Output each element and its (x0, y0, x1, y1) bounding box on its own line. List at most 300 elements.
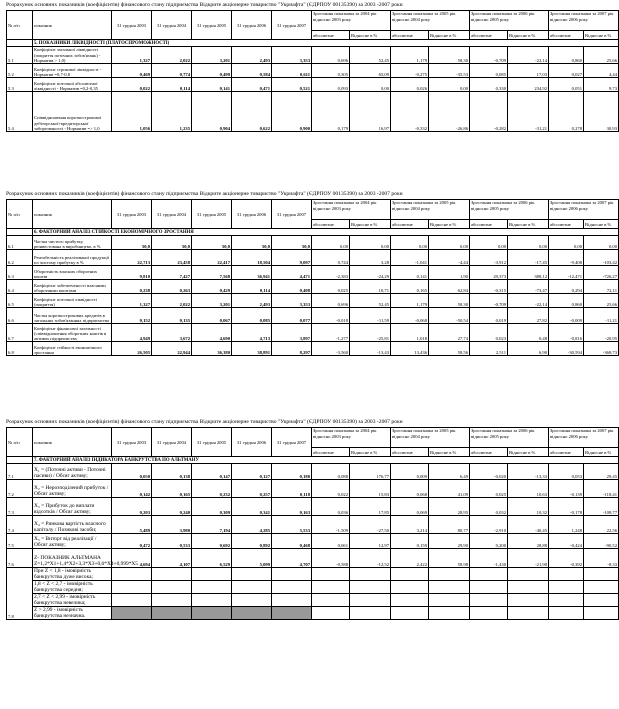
growth-value: -0,709 (470, 294, 508, 308)
empty-cell (232, 594, 272, 607)
row-number: 7.6 (7, 549, 33, 568)
row-indicator-name: Співвідношення короткострокової дебіторської+кредиторської заборгованості - Норматив => 1,0 (33, 92, 112, 132)
header-year: 31 грудня 2007 (272, 11, 312, 40)
header-absolute: абсолютне (549, 220, 584, 229)
growth-value: -17,45 (508, 250, 549, 266)
year-value: 36,380 (192, 342, 232, 356)
growth-value: 0,159 (391, 534, 429, 549)
table-row (7, 516, 619, 534)
header-absolute: абсолютне (312, 220, 350, 229)
growth-value: 22,56 (584, 516, 619, 534)
table-row (7, 324, 619, 342)
year-value: 0,165 (152, 480, 192, 498)
growth-value: 0,330 (470, 78, 508, 92)
year-value: 0,521 (272, 78, 312, 92)
year-value: 0,067 (192, 308, 232, 324)
year-value: 0,135 (152, 308, 192, 324)
row-indicator-name: Частка чистого прибутку, реінвестована в виробництво, в % (33, 236, 112, 250)
growth-value: 0,088 (312, 464, 350, 480)
header-relative: Відносне в % (584, 31, 619, 40)
growth-value: 6,49 (429, 464, 470, 480)
table-row (7, 92, 619, 132)
year-value: 18,504 (232, 250, 272, 266)
growth-value: -1,430 (470, 549, 508, 568)
section-altman (6, 419, 617, 620)
growth-value: 2,511 (470, 342, 508, 356)
empty-cell (429, 607, 470, 620)
year-value: 5,533 (272, 516, 312, 534)
growth-value: 29,45 (584, 464, 619, 480)
growth-value: -0,588 (312, 549, 350, 568)
empty-cell (232, 568, 272, 581)
section-caption: Розрахунок основних показників (коефіцієнтів) фінансового стану підприємства Відкрите акціонерне товариство "Укрнафта" (ЄДРПОУ 00135390) за 2003 -2007 роки (6, 191, 403, 197)
year-value: 0,085 (232, 308, 272, 324)
year-value: 0,611 (272, 64, 312, 78)
growth-value: 0,00 (584, 236, 619, 250)
year-value: 0,077 (272, 308, 312, 324)
year-value: 36,941 (232, 266, 272, 280)
year-value: 22,944 (152, 342, 192, 356)
empty-cell (152, 607, 192, 620)
growth-value: 0,051 (549, 78, 584, 92)
growth-value: 25,66 (584, 47, 619, 64)
table-row (7, 250, 619, 266)
growth-value: 28,88 (508, 534, 549, 549)
header-year: 31 грудня 2006 (232, 11, 272, 40)
empty-cell (508, 607, 549, 620)
row-indicator-name: Коефіцієнт строкової ліквідності - Норматив =0,7-0,8 (33, 64, 112, 78)
row-number: 7.4 (7, 516, 33, 534)
table-row (7, 342, 619, 356)
year-value: 22,713 (112, 250, 152, 266)
header-relative: Відносне в % (350, 448, 391, 457)
growth-value: -30,594 (549, 342, 584, 356)
year-value: 4,690 (192, 324, 232, 342)
empty-cell (192, 607, 232, 620)
empty-cell (232, 581, 272, 594)
growth-value: 0,032 (470, 498, 508, 516)
header-absolute: абсолютне (312, 31, 350, 40)
header-no: № п/п (7, 11, 33, 40)
growth-value: -26,86 (429, 92, 470, 132)
growth-value: 234,92 (508, 78, 549, 92)
empty-cell (272, 581, 312, 594)
growth-value: 1,179 (391, 47, 429, 64)
section-growth-stability (6, 191, 617, 356)
header-growth: Зростання показника за 2005 рік відносно 2004 року (391, 200, 470, 220)
header-indicator: показник (33, 200, 112, 229)
year-value: 0,622 (232, 92, 272, 132)
row-indicator-name: Коефіцієнт забезпеченості власними оборотними коштами (33, 280, 112, 294)
year-value: 0,468 (272, 534, 312, 549)
header-indicator: показник (33, 11, 112, 40)
growth-value: -0,009 (549, 308, 584, 324)
empty-cell (112, 607, 152, 620)
year-value: 5,099 (232, 549, 272, 568)
year-value: 22,417 (192, 250, 232, 266)
header-absolute: абсолютне (312, 448, 350, 457)
year-value: 3,201 (192, 294, 232, 308)
table-row (7, 78, 619, 92)
header-year: 31 грудня 2003 (112, 428, 152, 457)
growth-value: -0,018 (312, 308, 350, 324)
row-number: 6.7 (7, 324, 33, 342)
row-number: 5.1 (7, 47, 33, 64)
section-title: 6. ФАКТОРНИЙ АНАЛІЗ СТІЙКОСТІ ЕКОНОМІЧНОГО ЗРОСТАННЯ (33, 229, 619, 236)
altman-note: 1,8 < Z < 2,7 - імовірність банкрутства середня; (33, 581, 112, 594)
growth-value: 0,305 (312, 64, 350, 78)
header-relative: Відносне в % (350, 31, 391, 40)
header-year: 31 грудня 2004 (152, 428, 192, 457)
section-title-row (7, 229, 619, 236)
growth-value: -3,560 (312, 342, 350, 356)
growth-value: -22,14 (508, 47, 549, 64)
growth-value: 0,093 (312, 78, 350, 92)
growth-value: 0,00 (350, 78, 391, 92)
empty-cell (192, 594, 232, 607)
year-value: 4,107 (152, 549, 192, 568)
growth-value: 0,00 (470, 236, 508, 250)
growth-value: 15,83 (350, 480, 391, 498)
growth-value: -0,020 (470, 464, 508, 480)
growth-value: -20,95 (584, 324, 619, 342)
growth-value: 27,82 (508, 308, 549, 324)
year-value: 0,147 (192, 464, 232, 480)
growth-value: -31,21 (508, 92, 549, 132)
year-value: 7,427 (152, 266, 192, 280)
header-absolute: абсолютне (549, 31, 584, 40)
growth-value: -2,383 (312, 266, 350, 280)
growth-value: 388,12 (508, 266, 549, 280)
year-value: 0,114 (152, 78, 192, 92)
growth-value: 0,860 (549, 47, 584, 64)
header-year: 31 грудня 2007 (272, 428, 312, 457)
growth-value: 0,019 (470, 308, 508, 324)
empty-cell (470, 607, 508, 620)
growth-value: 3,28 (350, 250, 391, 266)
growth-value: -21,90 (508, 549, 549, 568)
growth-value: 1,248 (549, 516, 584, 534)
header-row (7, 200, 619, 220)
empty-cell (312, 594, 350, 607)
growth-value: 0,009 (391, 464, 429, 480)
growth-value: -0,424 (549, 534, 584, 549)
year-value: 4,713 (232, 324, 272, 342)
row-indicator-name: X₅ = Виторг від реалізації / Обсяг активу; (33, 534, 112, 549)
header-relative: Відносне в % (429, 31, 470, 40)
empty-cell (350, 607, 391, 620)
header-relative: Відносне в % (350, 220, 391, 229)
growth-value: -8,33 (584, 549, 619, 568)
header-growth: Зростання показника за 2004 рік відносно 2003 року (312, 428, 391, 448)
row-number: 6.6 (7, 308, 33, 324)
growth-value: 1,018 (391, 324, 429, 342)
year-value: 6,529 (192, 549, 232, 568)
year-value: 0,257 (232, 480, 272, 498)
year-value: 0,408 (272, 280, 312, 294)
header-growth: Зростання показника за 2005 рік відносно 2004 року (391, 428, 470, 448)
row-indicator-name: Коефіцієнт поточної абсолютної ліквідності - Норматив =0,2-0,35 (33, 78, 112, 92)
year-value: 0,203 (112, 498, 152, 516)
empty-cell (391, 607, 429, 620)
year-value: 0,180 (272, 464, 312, 480)
year-value: 1,056 (112, 92, 152, 132)
row-number: 7.3 (7, 498, 33, 516)
growth-value: 3,214 (391, 516, 429, 534)
growth-value: 10,32 (508, 498, 549, 516)
empty-cell (429, 568, 470, 581)
year-value: 0,142 (112, 480, 152, 498)
growth-value: -726,27 (584, 266, 619, 280)
growth-value: -27,50 (350, 516, 391, 534)
growth-value: 52,45 (350, 47, 391, 64)
growth-value: -2,910 (470, 516, 508, 534)
empty-cell (584, 568, 619, 581)
header-absolute: абсолютне (391, 220, 429, 229)
growth-value: 1,179 (391, 294, 429, 308)
header-relative: Відносне в % (429, 220, 470, 229)
growth-value: 58,30 (429, 294, 470, 308)
header-growth: Зростання показника за 2007 рік відносно 2006 року (549, 200, 619, 220)
growth-value: 65,09 (350, 64, 391, 78)
growth-value: 0,00 (312, 236, 350, 250)
growth-value: -0,709 (470, 47, 508, 64)
growth-value: 4,44 (584, 64, 619, 78)
empty-cell (272, 594, 312, 607)
empty-cell (112, 594, 152, 607)
empty-cell (350, 581, 391, 594)
year-value: 50,0 (152, 236, 192, 250)
growth-value: 25,66 (584, 294, 619, 308)
growth-value: -9,408 (549, 250, 584, 266)
year-value: 3,201 (192, 47, 232, 64)
growth-value: 0,294 (549, 280, 584, 294)
row-indicator-name: Коефіцієнт стійкості економічного зростання (33, 342, 112, 356)
year-value: 7,194 (192, 516, 232, 534)
empty-cell (272, 568, 312, 581)
year-value: 0,141 (192, 78, 232, 92)
row-number: 5.2 (7, 64, 33, 78)
year-value: 0,240 (152, 498, 192, 516)
year-value: 0,232 (192, 480, 232, 498)
empty-cell (112, 581, 152, 594)
year-value: 50,0 (232, 236, 272, 250)
header-absolute: абсолютне (470, 31, 508, 40)
header-growth: Зростання показника за 2005 рік відносно 2004 року (391, 11, 470, 31)
row-number: 6.2 (7, 250, 33, 266)
growth-value: 13,436 (391, 342, 429, 356)
year-value: 26,505 (112, 342, 152, 356)
growth-value: 0,860 (549, 294, 584, 308)
header-relative: Відносне в % (508, 31, 549, 40)
altman-note: Z > 2,99 - імовірність банкрутства незначна. (33, 607, 112, 620)
header-no: № п/п (7, 428, 33, 457)
header-growth: Зростання показника за 2006 рік відносно 2005 року (470, 428, 549, 448)
growth-value: -1,509 (312, 516, 350, 534)
year-value: 0,138 (152, 464, 192, 480)
altman-note: 2,7 < Z < 2,99 - імовірність банкрутства невелика; (33, 594, 112, 607)
altman-note-row (7, 568, 619, 581)
year-value: 1,327 (112, 47, 152, 64)
growth-value: 1,90 (429, 266, 470, 280)
growth-value: 0,085 (470, 64, 508, 78)
growth-value: 0,744 (312, 250, 350, 266)
growth-value: -103,42 (584, 250, 619, 266)
growth-value: 72,11 (584, 280, 619, 294)
empty-cell (192, 581, 232, 594)
growth-value: 0,025 (470, 480, 508, 498)
header-growth: Зростання показника за 2007 рік відносно 2006 року (549, 428, 619, 448)
row-indicator-name: Коефіцієнт фінансової залежності (співвідношення оборотних коштів в активах підприємства (33, 324, 112, 342)
year-value: 0,263 (152, 280, 192, 294)
empty-cell (584, 581, 619, 594)
year-value: 4,694 (112, 549, 152, 568)
growth-value: -0,315 (470, 280, 508, 294)
row-number: 7.2 (7, 480, 33, 498)
year-value: 1,327 (112, 294, 152, 308)
growth-value: 12,97 (350, 534, 391, 549)
table-row (7, 236, 619, 250)
year-value: 0,114 (232, 280, 272, 294)
header-absolute: абсолютне (549, 448, 584, 457)
row-indicator-name: Z- ПОКАЗНИК АЛЬТМАНА Z=1,2*X1+1,4*X2+3,3*X3+0,6*X4+0,999*X5 (33, 549, 112, 568)
growth-value: -0,139 (549, 480, 584, 498)
growth-value: 29,373 (470, 266, 508, 280)
row-number: 6.5 (7, 294, 33, 308)
empty-cell (312, 607, 350, 620)
growth-value: -12,471 (549, 266, 584, 280)
row-indicator-name: Рентабельність реалізованої продукції по чистому прибутку в % (33, 250, 112, 266)
year-value: 3,980 (152, 516, 192, 534)
empty-cell (391, 594, 429, 607)
year-value: 0,900 (272, 92, 312, 132)
table-row (7, 549, 619, 568)
year-value: 0,584 (232, 64, 272, 78)
header-year: 31 грудня 2005 (192, 428, 232, 457)
growth-value: 80,77 (429, 516, 470, 534)
growth-value: 28,95 (429, 498, 470, 516)
growth-value: 0,026 (391, 78, 429, 92)
growth-value: 17,03 (508, 64, 549, 78)
growth-value: -50,54 (429, 308, 470, 324)
row-indicator-name: Коефіцієнт поточної ліквідності (покриття) (33, 294, 112, 308)
growth-value: -73,47 (508, 280, 549, 294)
header-absolute: абсолютне (470, 448, 508, 457)
growth-value: 0,278 (549, 92, 584, 132)
year-value: 0,022 (112, 78, 152, 92)
row-number: 5.4 (7, 92, 33, 132)
growth-value: 0,036 (312, 498, 350, 516)
header-growth: Зростання показника за 2004 рік відносно 2003 року (312, 200, 391, 220)
header-relative: Відносне в % (508, 220, 549, 229)
header-year: 31 грудня 2004 (152, 200, 192, 229)
section-title-row (7, 457, 619, 464)
table-row (7, 47, 619, 64)
growth-value: -4,44 (429, 250, 470, 266)
table-row (7, 266, 619, 280)
growth-value: 0,696 (312, 47, 350, 64)
row-indicator-name: X₄ = Ринкова вартість власного капіталу / Позикові засоби; (33, 516, 112, 534)
row-number: 7.5 (7, 534, 33, 549)
growth-value: 0,00 (429, 236, 470, 250)
growth-value: -12,52 (350, 549, 391, 568)
growth-value: 0,00 (549, 236, 584, 250)
indicator-table (6, 427, 619, 620)
growth-value: 0,061 (312, 534, 350, 549)
table-row (7, 64, 619, 78)
growth-value: -11,21 (584, 308, 619, 324)
row-indicator-name: X₂ = Нерозподілений прибуток / Обсяг активу; (33, 480, 112, 498)
section-caption: Розрахунок основних показників (коефіцієнтів) фінансового стану підприємства Відкрите акціонерне товариство "Укрнафта" (ЄДРПОУ 00135390) за 2003 -2007 роки (6, 2, 403, 8)
header-year: 31 грудня 2006 (232, 428, 272, 457)
growth-value: 176,77 (350, 464, 391, 480)
year-value: 0,429 (192, 280, 232, 294)
empty-cell (429, 594, 470, 607)
header-relative: Відносне в % (584, 220, 619, 229)
empty-cell (470, 594, 508, 607)
year-value: 2,493 (232, 294, 272, 308)
empty-cell (508, 594, 549, 607)
row-indicator-name: X₃ = Прибуток до виплати відсотків / Обсяг активу; (33, 498, 112, 516)
year-value: 50,0 (112, 236, 152, 250)
empty-cell (272, 607, 312, 620)
empty-cell (112, 568, 152, 581)
section-caption: Розрахунок основних показників (коефіцієнтів) фінансового стану підприємства Відкрите акціонерне товариство "Укрнафта" (ЄДРПОУ 00135390) за 2003 -2007 роки (6, 419, 403, 425)
section-title-row (7, 40, 619, 47)
empty-cell (584, 594, 619, 607)
growth-value: 29,90 (429, 534, 470, 549)
growth-value: -22,14 (508, 294, 549, 308)
growth-value: 0,025 (312, 280, 350, 294)
year-value: 0,341 (232, 498, 272, 516)
growth-value: -25,81 (350, 324, 391, 342)
indicator-table (6, 199, 619, 356)
row-indicator-name: Частка короткострокових кредитів в загальних зобов'язаннях підприємства (33, 308, 112, 324)
growth-value: 17,85 (350, 498, 391, 516)
header-growth: Зростання показника за 2004 рік відносно 2003 року (312, 11, 391, 31)
empty-cell (549, 568, 584, 581)
header-year: 31 грудня 2007 (272, 200, 312, 229)
growth-value: 0,00 (350, 236, 391, 250)
empty-cell (549, 607, 584, 620)
growth-value: -1,041 (391, 250, 429, 266)
growth-value: -13,33 (508, 464, 549, 480)
year-value: 9,810 (112, 266, 152, 280)
year-value: 0,774 (152, 64, 192, 78)
growth-value: -0,392 (549, 549, 584, 568)
table-row (7, 464, 619, 480)
year-value: 0,163 (272, 498, 312, 516)
year-value: 23,458 (152, 250, 192, 266)
empty-cell (391, 568, 429, 581)
year-value: 0,127 (232, 464, 272, 480)
header-absolute: абсолютне (391, 31, 429, 40)
growth-value: 0,053 (549, 464, 584, 480)
growth-value: -40,45 (508, 516, 549, 534)
growth-value: 0,023 (470, 324, 508, 342)
growth-value: 0,00 (508, 236, 549, 250)
empty-cell (508, 581, 549, 594)
year-value: 0,118 (272, 480, 312, 498)
empty-cell (470, 568, 508, 581)
growth-value: -0,332 (391, 92, 429, 132)
header-no: № п/п (7, 200, 33, 229)
row-number: 7.8 (7, 568, 33, 620)
year-value: 3,353 (272, 47, 312, 64)
growth-value: -11,59 (350, 308, 391, 324)
empty-cell (350, 594, 391, 607)
year-value: 0,892 (232, 534, 272, 549)
